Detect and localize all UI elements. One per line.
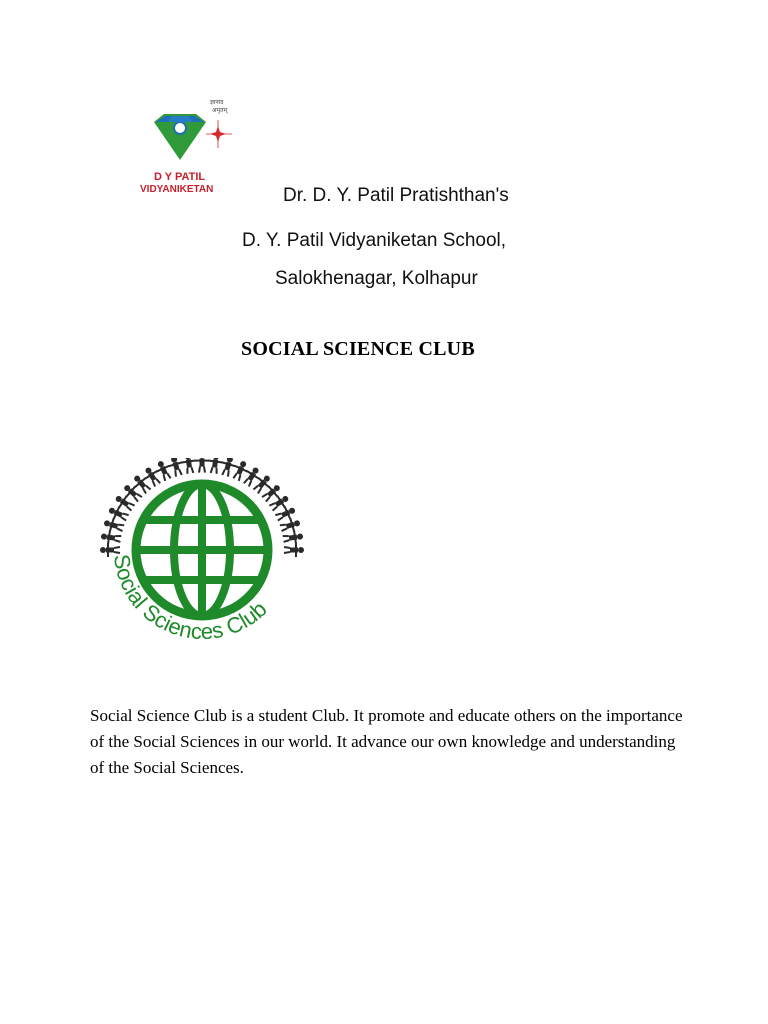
logo-name-line1: D Y PATIL [154, 171, 206, 183]
logo-tagline-2: अमृतम् [212, 108, 228, 114]
person-figure-icon [100, 543, 120, 557]
club-description: Social Science Club is a student Club. It promote and educate others on the importance of the Social Sciences in our world. It advance our own knowledge and understanding of the Social Sciences. [90, 706, 683, 777]
person-figure-icon [282, 529, 304, 546]
globe-icon [136, 484, 268, 616]
dy-patil-vidyaniketan-logo [140, 92, 260, 204]
person-figure-icon [207, 458, 224, 474]
social-sciences-club-logo [92, 458, 310, 654]
logo-tagline-1: ज्ञानाद [210, 100, 224, 106]
logo-name-line2: VIDYANIKETAN [140, 184, 214, 195]
school-name: D. Y. Patil Vidyaniketan School, [242, 230, 507, 251]
person-figure-icon [195, 458, 209, 473]
club-logo-label: Social Sciences Club [108, 552, 272, 645]
person-figure-icon [181, 458, 198, 474]
person-figure-icon [100, 529, 122, 546]
person-figure-icon [284, 543, 304, 557]
trust-name: Dr. D. Y. Patil Pratishthan's [283, 185, 509, 206]
page-title: SOCIAL SCIENCE CLUB [241, 338, 475, 360]
school-location: Salokhenagar, Kolhapur [275, 268, 478, 289]
